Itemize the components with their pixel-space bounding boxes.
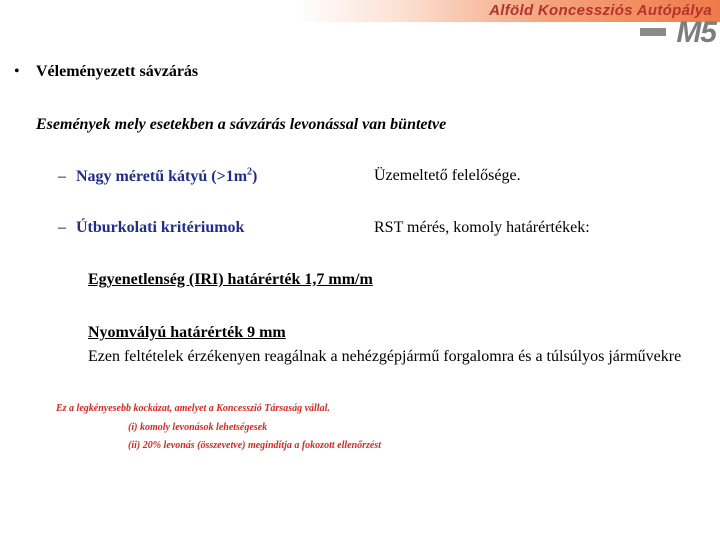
threshold-rutting: Nyomvályú határérték 9 mm xyxy=(88,324,286,341)
threshold-iri: Egyenetlenség (IRI) határérték 1,7 mm/m xyxy=(88,271,373,288)
criterion-label: Nagy méretű kátyú $(>1m^2)$ xyxy=(76,167,258,186)
dash-icon: – xyxy=(58,219,66,236)
dash-icon: – xyxy=(58,168,66,186)
note-line: (i) komoly levonások lehetségesek xyxy=(128,422,268,433)
m5-logo: M5 xyxy=(676,16,716,49)
criterion-item-pothole xyxy=(58,167,257,186)
criterion-item-pavement xyxy=(58,219,244,237)
logo-stripe xyxy=(640,28,666,36)
slide-subtitle: Események mely esetekben a sávzárás levonással van büntetve xyxy=(36,116,447,133)
criterion-response-pavement: RST mérés, komoly határértékek: xyxy=(374,219,590,236)
detail-text: Ezen feltételek érzékenyen reagálnak a nehézgépjármű forgalomra és a túlsúlyos járművekre xyxy=(88,348,682,365)
brand-name: Alföld Koncessziós Autópálya xyxy=(489,2,712,19)
slide-title: Véleményezett sávzárás xyxy=(36,63,199,80)
criterion-response-pothole: Üzemeltető felelősége. xyxy=(374,167,521,184)
note-line: Ez a legkényesebb kockázat, amelyet a Koncesszió Társaság vállal. xyxy=(56,403,330,414)
bullet-icon: • xyxy=(14,63,20,80)
note-line: (ii) 20% levonás (összevetve) megindítja a fokozott ellenőrzést xyxy=(128,440,382,451)
criterion-label: Útburkolati kritériumok xyxy=(76,219,245,236)
